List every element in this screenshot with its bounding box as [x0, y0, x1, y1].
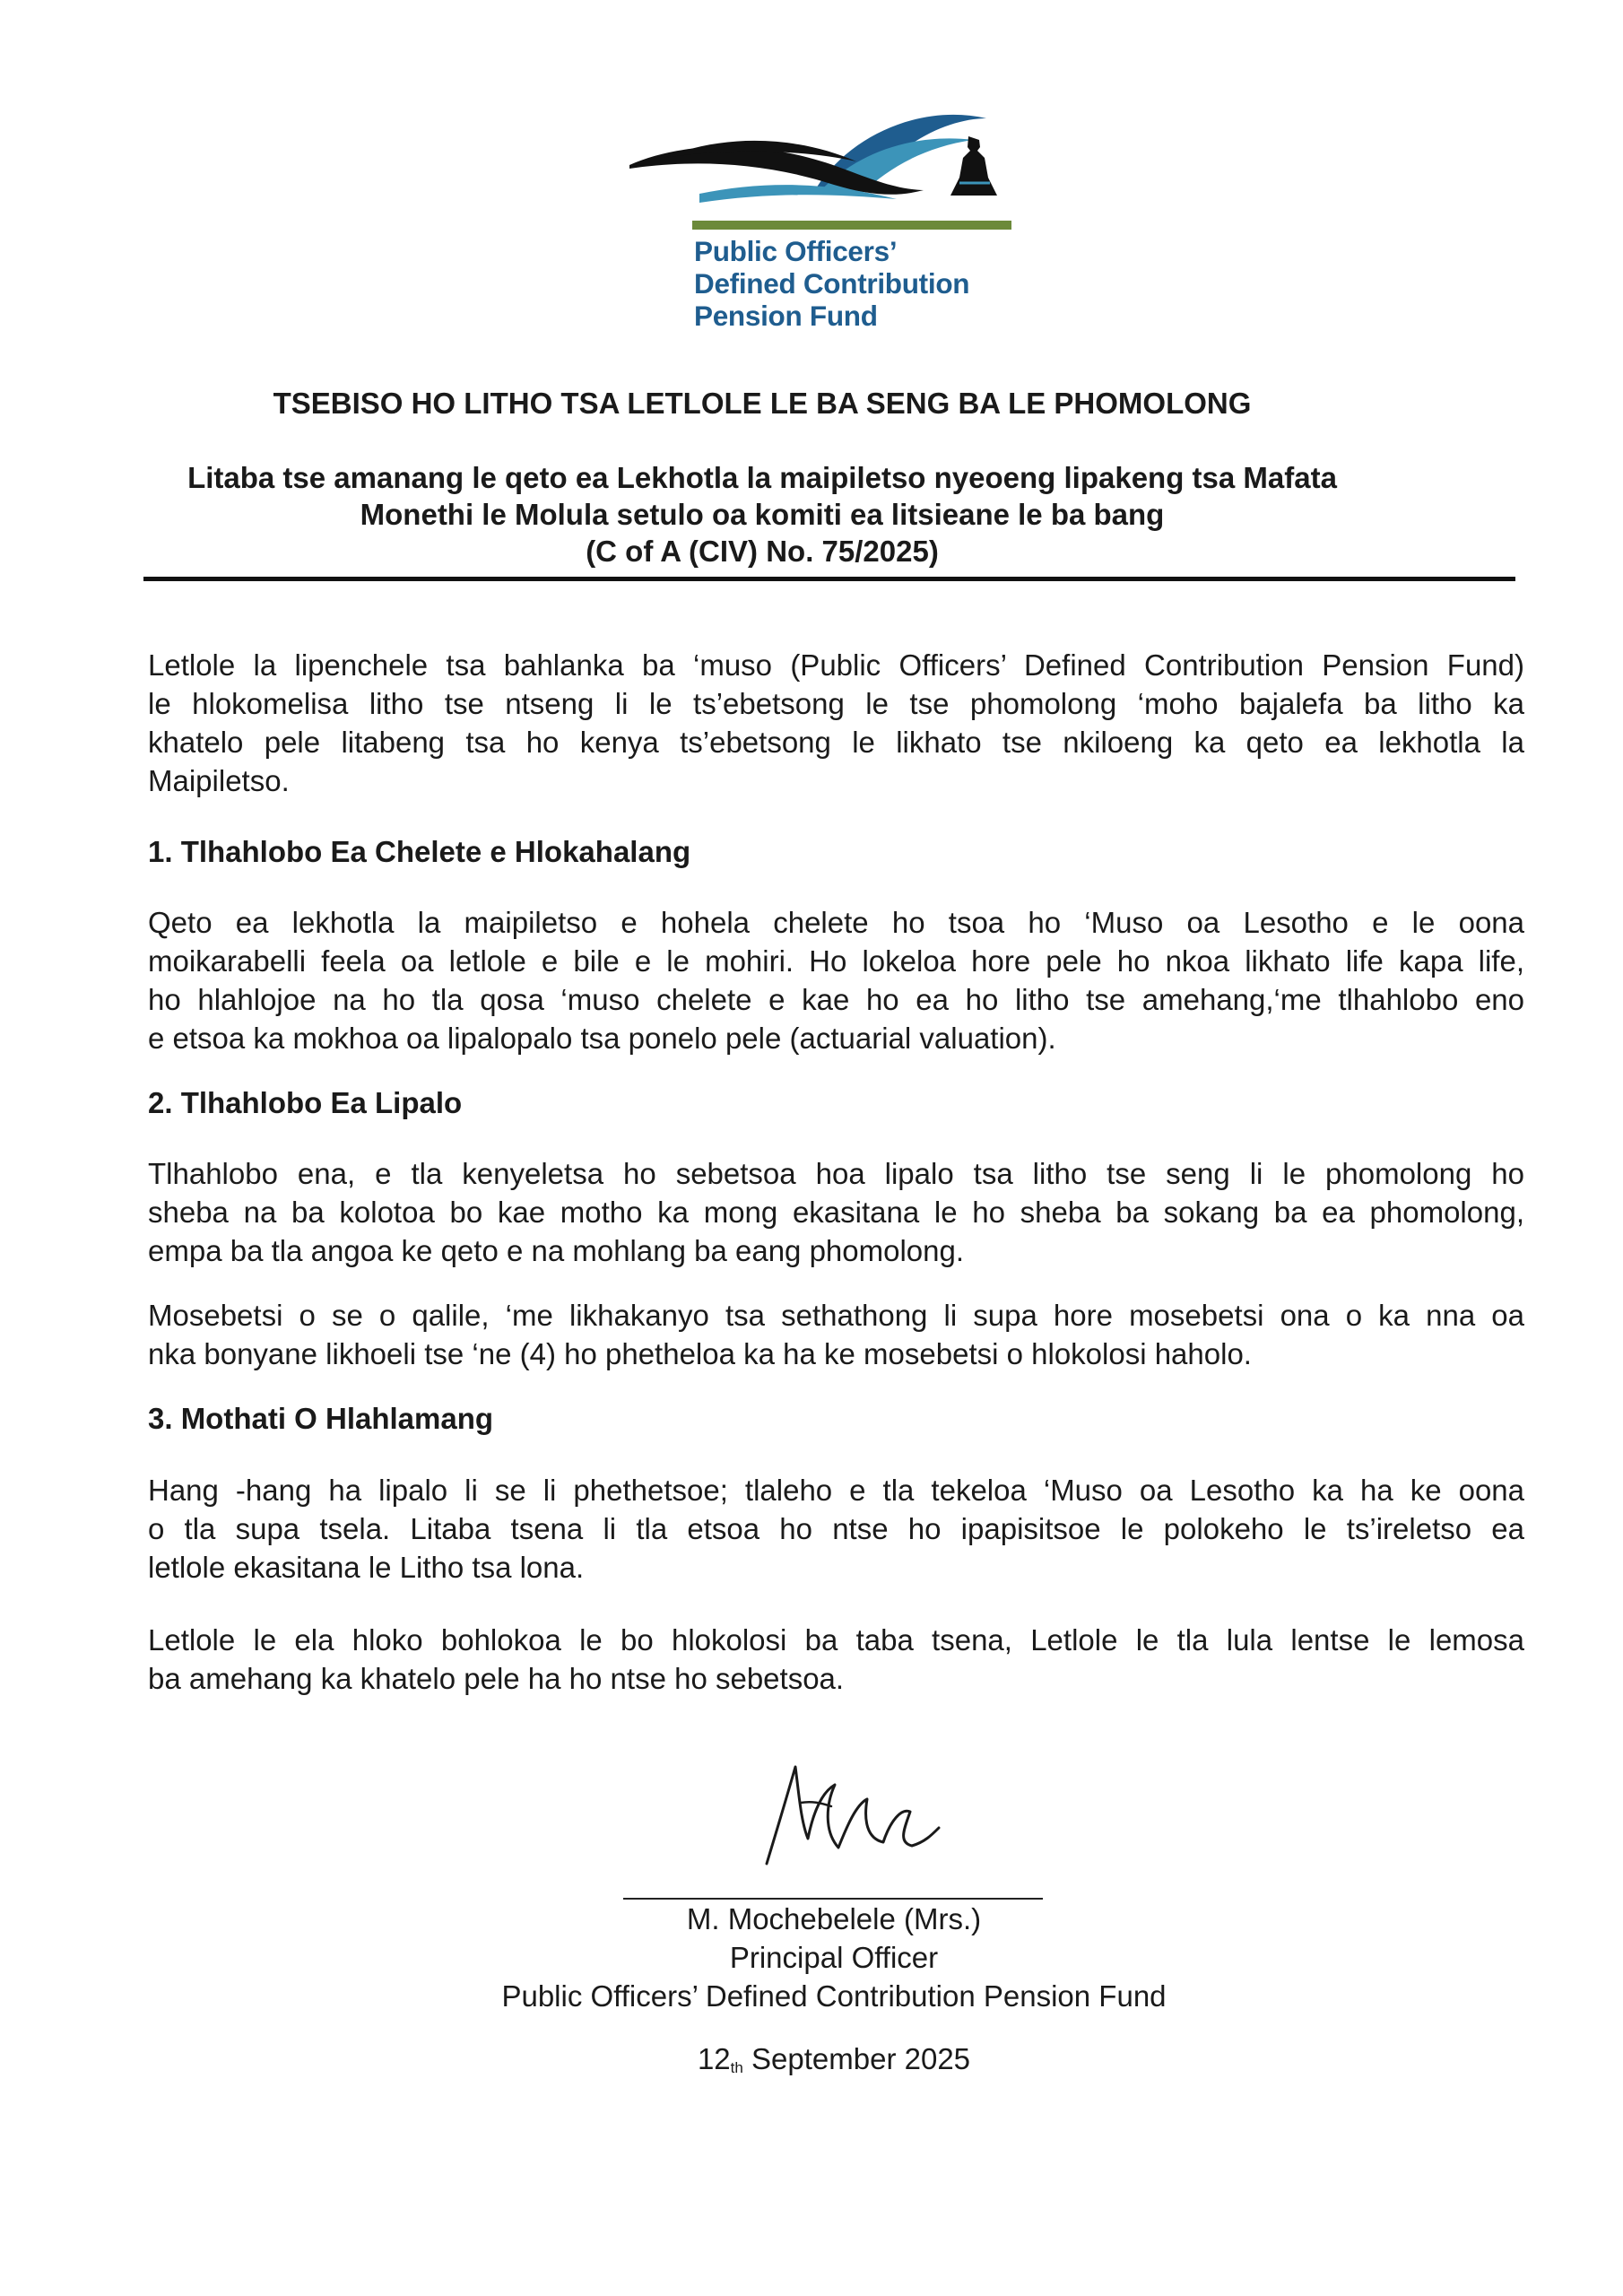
logo-org-name	[694, 235, 969, 332]
paragraph-line: Hang -hang ha lipalo li se li phethetsoe; tlaleho e tla tekeloa ‘Muso oa Lesotho ka ha ke oona	[148, 1474, 1524, 1507]
paragraph-line: Tlhahlobo ena, e tla kenyeletsa ho sebetsoa hoa lipalo tsa litho tse seng li le phomolong ho	[148, 1157, 1524, 1190]
signatory-name: M. Mochebelele (Mrs.)	[686, 1902, 982, 1935]
section-3-heading: 3. Mothati O Hlahlamang	[148, 1402, 494, 1435]
case-reference: (C of A (CIV) No. 75/2025)	[586, 535, 939, 568]
section-2-body-1	[148, 1154, 1524, 1270]
logo-org-line: Pension Fund	[694, 300, 878, 332]
paragraph-line: letlole ekasitana le Litho tsa lona.	[148, 1551, 585, 1584]
paragraph-line: empa ba tla angoa ke qeto e na mohlang ba eang phomolong.	[148, 1234, 965, 1267]
title-divider	[143, 577, 1515, 581]
section-3-body-1	[148, 1471, 1524, 1587]
section-1-heading: 1. Tlhahlobo Ea Chelete e Hlokahalang	[148, 835, 691, 868]
document-subtitle	[145, 459, 1379, 570]
handwritten-signature-icon	[749, 1749, 946, 1883]
section-2-heading: 2. Tlhahlobo Ea Lipalo	[148, 1086, 463, 1119]
date-suffix: th	[730, 2059, 743, 2076]
paragraph-line: e etsoa ka mokhoa oa lipalopalo tsa ponelo pele (actuarial valuation).	[148, 1022, 1056, 1055]
subtitle-line: Monethi le Molula setulo oa komiti ea litsieane le ba bang	[360, 498, 1165, 531]
subtitle-line: Litaba tse amanang le qeto ea Lekhotla la maipiletso nyeoeng lipakeng tsa Mafata	[187, 461, 1337, 494]
paragraph-line: sheba na ba kolotoa bo kae motho ka mong ekasitana le ho sheba ba sokang ba ea phomolong,	[148, 1196, 1524, 1229]
logo-emblem-icon	[628, 106, 1013, 240]
date-day: 12	[697, 2042, 731, 2075]
section-2-body-2	[148, 1296, 1524, 1373]
signatory-block	[359, 1900, 1309, 2015]
paragraph-line: Qeto ea lekhotla la maipiletso e hohela chelete ho tsoa ho ‘Muso oa Lesotho e le oona	[148, 906, 1524, 939]
signatory-position: Principal Officer	[729, 1941, 939, 1974]
paragraph-line: Letlole la lipenchele tsa bahlanka ba ‘muso (Public Officers’ Defined Contribution Pension Fund)	[148, 648, 1524, 682]
fund-logo	[628, 106, 1013, 339]
signatory-organization: Public Officers’ Defined Contribution Pension Fund	[501, 1979, 1167, 2013]
section-3-body-2	[148, 1621, 1524, 1698]
logo-org-line: Defined Contribution	[694, 267, 970, 300]
section-1-body	[148, 903, 1524, 1057]
paragraph-line: ba amehang ka khatelo pele ha ho ntse ho sebetsoa.	[148, 1662, 845, 1695]
paragraph-line: Maipiletso.	[148, 764, 290, 797]
paragraph-line: moikarabelli feela oa letlole e bile e le mohiri. Ho lokeloa hore pele ho nkoa likhato life kapa life,	[148, 944, 1524, 978]
paragraph-line: khatelo pele litabeng tsa ho kenya ts’ebetsong le likhato tse nkiloeng ka qeto ea lekhotla la	[148, 726, 1524, 759]
document-title: TSEBISO HO LITHO TSA LETLOLE LE BA SENG BA LE PHOMOLONG	[273, 387, 1252, 420]
paragraph-line: ho hlahlojoe na ho tla qosa ‘muso chelete e kae ho ea ho litho tse amehang,‘me tlhahlobo eno	[148, 983, 1524, 1016]
paragraph-line: le hlokomelisa litho tse ntseng li le ts’ebetsong le tse phomolong ‘moho bajalefa ba litho ka	[148, 687, 1524, 720]
date-month-year: September 2025	[751, 2042, 971, 2075]
paragraph-line: Mosebetsi o se o qalile, ‘me likhakanyo tsa sethathong li supa hore mosebetsi ona o ka nna oa	[148, 1299, 1524, 1332]
document-date	[359, 2039, 1309, 2087]
intro-paragraph	[148, 646, 1524, 800]
paragraph-line: Letlole le ela hloko bohlokoa le bo hlokolosi ba taba tsena, Letlole le tla lula lentse le lemosa	[148, 1623, 1524, 1657]
paragraph-line: o tla supa tsela. Litaba tsena li tla etsoa ho ntse ho ipapisitsoe le polokeho le ts’ireletso ea	[148, 1512, 1524, 1545]
paragraph-line: nka bonyane likhoeli tse ‘ne (4) ho phetheloa ka ha ke mosebetsi o hlokolosi haholo.	[148, 1337, 1252, 1370]
logo-org-line: Public Officers’	[694, 235, 898, 267]
